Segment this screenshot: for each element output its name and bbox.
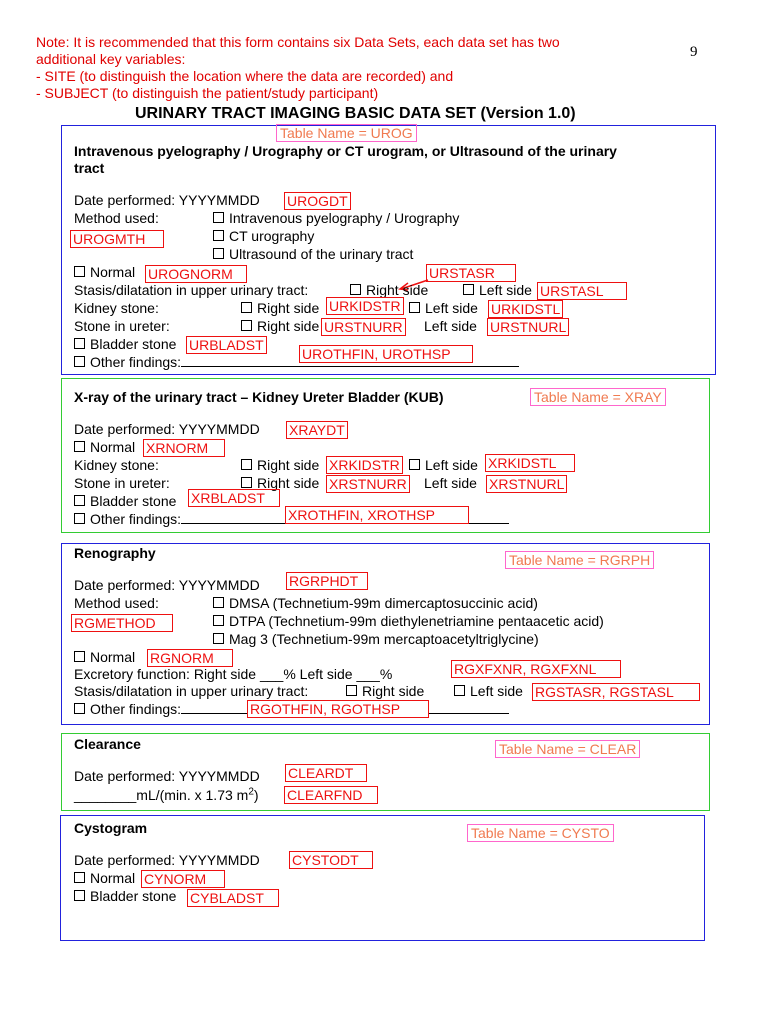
- urog-date-tag: UROGDT: [284, 192, 351, 210]
- urog-method-opt3-label: Ultrasound of the urinary tract: [229, 246, 414, 262]
- urog-method-opt1-label: Intravenous pyelography / Urography: [229, 210, 460, 226]
- checkbox[interactable]: [409, 302, 420, 313]
- urog-ureter-right[interactable]: [241, 318, 319, 335]
- left-side-label: Left side: [479, 282, 532, 298]
- checkbox[interactable]: [241, 302, 252, 313]
- xray-heading: X-ray of the urinary tract – Kidney Ureter Bladder (KUB): [74, 389, 444, 405]
- urog-stasis-label: Stasis/dilatation in upper urinary tract:: [74, 282, 309, 298]
- xray-kidney-right-tag: XRKIDSTR: [326, 456, 403, 474]
- rgrph-other-label: Other findings:: [90, 701, 182, 717]
- rgrph-date-label: Date performed: YYYYMMDD: [74, 577, 260, 593]
- cysto-bladder[interactable]: [74, 888, 176, 905]
- urog-method-opt3[interactable]: [213, 246, 413, 263]
- checkbox[interactable]: [213, 615, 224, 626]
- right-side-label: Right side: [366, 282, 429, 298]
- checkbox[interactable]: [350, 284, 361, 295]
- clear-value-tag: CLEARFND: [284, 786, 378, 804]
- xray-ureter-left[interactable]: Left side: [424, 475, 477, 491]
- xray-bladder-tag: XRBLADST: [188, 489, 280, 507]
- checkbox[interactable]: [213, 212, 224, 223]
- rgrph-method-opt1[interactable]: [213, 595, 538, 612]
- cysto-normal-tag: CYNORM: [141, 870, 225, 888]
- urog-stasis-left[interactable]: [463, 282, 532, 299]
- xray-kidney-right[interactable]: [241, 457, 319, 474]
- urog-heading-line1: Intravenous pyelography / Urography or CT urogram, or Ultrasound of the urinary: [74, 143, 617, 159]
- cysto-bladder-tag: CYBLADST: [187, 889, 279, 907]
- checkbox[interactable]: [74, 703, 85, 714]
- right-side-label: Right side: [257, 475, 320, 491]
- xray-bladder-label: Bladder stone: [90, 493, 177, 509]
- xray-other-tag: XROTHFIN, XROTHSP: [285, 506, 469, 524]
- rgrph-method-tag: RGMETHOD: [71, 614, 173, 632]
- rgrph-date-tag: RGRPHDT: [286, 572, 368, 590]
- urog-heading-line2: tract: [74, 160, 105, 176]
- cysto-date-label: Date performed: YYYYMMDD: [74, 852, 260, 868]
- xray-kidney-left-tag: XRKIDSTL: [485, 454, 575, 472]
- cysto-table-name: Table Name = CYSTO: [467, 824, 614, 842]
- urog-method-opt1[interactable]: [213, 210, 459, 227]
- xray-ureter-right-tag: XRSTNURR: [326, 475, 410, 493]
- urog-ureter-label: Stone in ureter:: [74, 318, 170, 334]
- rgrph-heading: Renography: [74, 545, 156, 561]
- urog-normal-label: Normal: [90, 264, 136, 280]
- rgrph-excretory-label[interactable]: Excretory function: Right side ___% Left side ___%: [74, 666, 393, 682]
- note-line-4: - SUBJECT (to distinguish the patient/study participant): [36, 85, 379, 101]
- cysto-heading: Cystogram: [74, 820, 148, 836]
- urog-bladder[interactable]: [74, 336, 176, 353]
- note-line-1: Note: It is recommended that this form contains six Data Sets, each data set has two: [36, 34, 560, 50]
- urog-normal[interactable]: [74, 264, 135, 281]
- rgrph-stasis-right[interactable]: [346, 683, 424, 700]
- xray-ureter-label: Stone in ureter:: [74, 475, 170, 491]
- urog-kidney-right-tag: URKIDSTR: [326, 297, 404, 315]
- urog-method-label: Method used:: [74, 210, 159, 226]
- checkbox[interactable]: [74, 651, 85, 662]
- rgrph-table-name: Table Name = RGRPH: [505, 551, 654, 569]
- urog-method-tag: UROGMTH: [70, 230, 164, 248]
- clear-date-tag: CLEARDT: [285, 764, 367, 782]
- urog-normal-tag: UROGNORM: [145, 265, 247, 283]
- rgrph-method-opt2-label: DTPA (Technetium-99m diethylenetriamine pentaacetic acid): [229, 613, 604, 629]
- note-line-3: - SITE (to distinguish the location where the data are recorded) and: [36, 68, 454, 84]
- left-side-label: Left side: [425, 457, 478, 473]
- clear-date-label: Date performed: YYYYMMDD: [74, 768, 260, 784]
- rgrph-other-tag: RGOTHFIN, RGOTHSP: [247, 700, 429, 718]
- clear-value[interactable]: [74, 787, 259, 804]
- urog-table-name: Table Name = UROG: [276, 124, 417, 142]
- rgrph-normal-tag: RGNORM: [147, 649, 233, 667]
- checkbox[interactable]: [463, 284, 474, 295]
- urog-other-label: Other findings:: [90, 354, 182, 370]
- right-side-label: Right side: [257, 318, 320, 334]
- rgrph-stasis-label: Stasis/dilatation in upper urinary tract:: [74, 683, 309, 699]
- xray-other-label: Other findings:: [90, 511, 182, 527]
- xray-date-tag: XRAYDT: [286, 421, 348, 439]
- rgrph-excretory-tag: RGXFXNR, RGXFXNL: [451, 660, 621, 678]
- urog-method-opt2[interactable]: [213, 228, 314, 245]
- rgrph-method-opt3-label: Mag 3 (Technetium-99m mercaptoacetyltriglycine): [229, 631, 539, 647]
- rgrph-normal[interactable]: [74, 649, 135, 666]
- urog-ureter-left[interactable]: Left side: [424, 318, 477, 334]
- urog-other-tag: UROTHFIN, UROTHSP: [299, 345, 473, 363]
- checkbox[interactable]: [74, 356, 85, 367]
- checkbox[interactable]: [74, 441, 85, 452]
- right-side-label: Right side: [257, 300, 320, 316]
- urog-kidney-label: Kidney stone:: [74, 300, 159, 316]
- rgrph-method-opt1-label: DMSA (Technetium-99m dimercaptosuccinic acid): [229, 595, 538, 611]
- urog-stasis-right-tag: URSTASR: [426, 264, 516, 282]
- rgrph-method-opt2[interactable]: [213, 613, 604, 630]
- checkbox[interactable]: [74, 872, 85, 883]
- rgrph-method-opt3[interactable]: [213, 631, 539, 648]
- checkbox[interactable]: [213, 597, 224, 608]
- xray-bladder[interactable]: [74, 493, 176, 510]
- urog-kidney-left-tag: URKIDSTL: [488, 300, 563, 318]
- cysto-date-tag: CYSTODT: [289, 851, 373, 869]
- page-number: 9: [690, 44, 698, 60]
- rgrph-stasis-left[interactable]: [454, 683, 523, 700]
- clear-value-sup: 2: [248, 786, 254, 798]
- clear-table-name: Table Name = CLEAR: [495, 740, 640, 758]
- urog-ureter-left-tag: URSTNURL: [487, 318, 569, 336]
- left-side-label: Left side: [425, 300, 478, 316]
- checkbox[interactable]: [241, 459, 252, 470]
- cysto-normal-label: Normal: [90, 870, 136, 886]
- cysto-normal[interactable]: [74, 870, 135, 887]
- xray-normal[interactable]: [74, 439, 135, 456]
- clear-value-label: ________mL/(min. x 1.73 m: [74, 787, 249, 803]
- checkbox[interactable]: [454, 685, 465, 696]
- checkbox[interactable]: [241, 477, 252, 488]
- checkbox[interactable]: [74, 266, 85, 277]
- checkbox[interactable]: [74, 890, 85, 901]
- checkbox[interactable]: [74, 338, 85, 349]
- checkbox[interactable]: [409, 459, 420, 470]
- xray-ureter-left-tag: XRSTNURL: [486, 475, 567, 493]
- checkbox[interactable]: [213, 633, 224, 644]
- checkbox[interactable]: [74, 513, 85, 524]
- urog-stasis-left-tag: URSTASL: [537, 282, 627, 300]
- right-side-label: Right side: [257, 457, 320, 473]
- rgrph-stasis-tag: RGSTASR, RGSTASL: [532, 683, 700, 701]
- urog-method-opt2-label: CT urography: [229, 228, 315, 244]
- xray-kidney-left[interactable]: [409, 457, 478, 474]
- clear-heading: Clearance: [74, 736, 141, 752]
- urog-kidney-right[interactable]: [241, 300, 319, 317]
- checkbox[interactable]: [74, 495, 85, 506]
- checkbox[interactable]: [346, 685, 357, 696]
- urog-bladder-tag: URBLADST: [186, 336, 267, 354]
- checkbox[interactable]: [213, 248, 224, 259]
- xray-table-name: Table Name = XRAY: [530, 388, 666, 406]
- urog-bladder-label: Bladder stone: [90, 336, 177, 352]
- clear-value-close: ): [253, 787, 259, 803]
- rgrph-normal-label: Normal: [90, 649, 136, 665]
- urog-kidney-left[interactable]: [409, 300, 478, 317]
- note-line-2: additional key variables:: [36, 51, 186, 67]
- page-title: URINARY TRACT IMAGING BASIC DATA SET (Version 1.0): [135, 105, 576, 122]
- xray-date-label: Date performed: YYYYMMDD: [74, 421, 260, 437]
- checkbox[interactable]: [213, 230, 224, 241]
- rgrph-method-label: Method used:: [74, 595, 159, 611]
- right-side-label: Right side: [362, 683, 425, 699]
- xray-normal-tag: XRNORM: [143, 439, 225, 457]
- left-side-label: Left side: [470, 683, 523, 699]
- checkbox[interactable]: [241, 320, 252, 331]
- xray-kidney-label: Kidney stone:: [74, 457, 159, 473]
- urog-ureter-right-tag: URSTNURR: [321, 318, 406, 336]
- cysto-bladder-label: Bladder stone: [90, 888, 177, 904]
- xray-normal-label: Normal: [90, 439, 136, 455]
- urog-date-label: Date performed: YYYYMMDD: [74, 192, 260, 208]
